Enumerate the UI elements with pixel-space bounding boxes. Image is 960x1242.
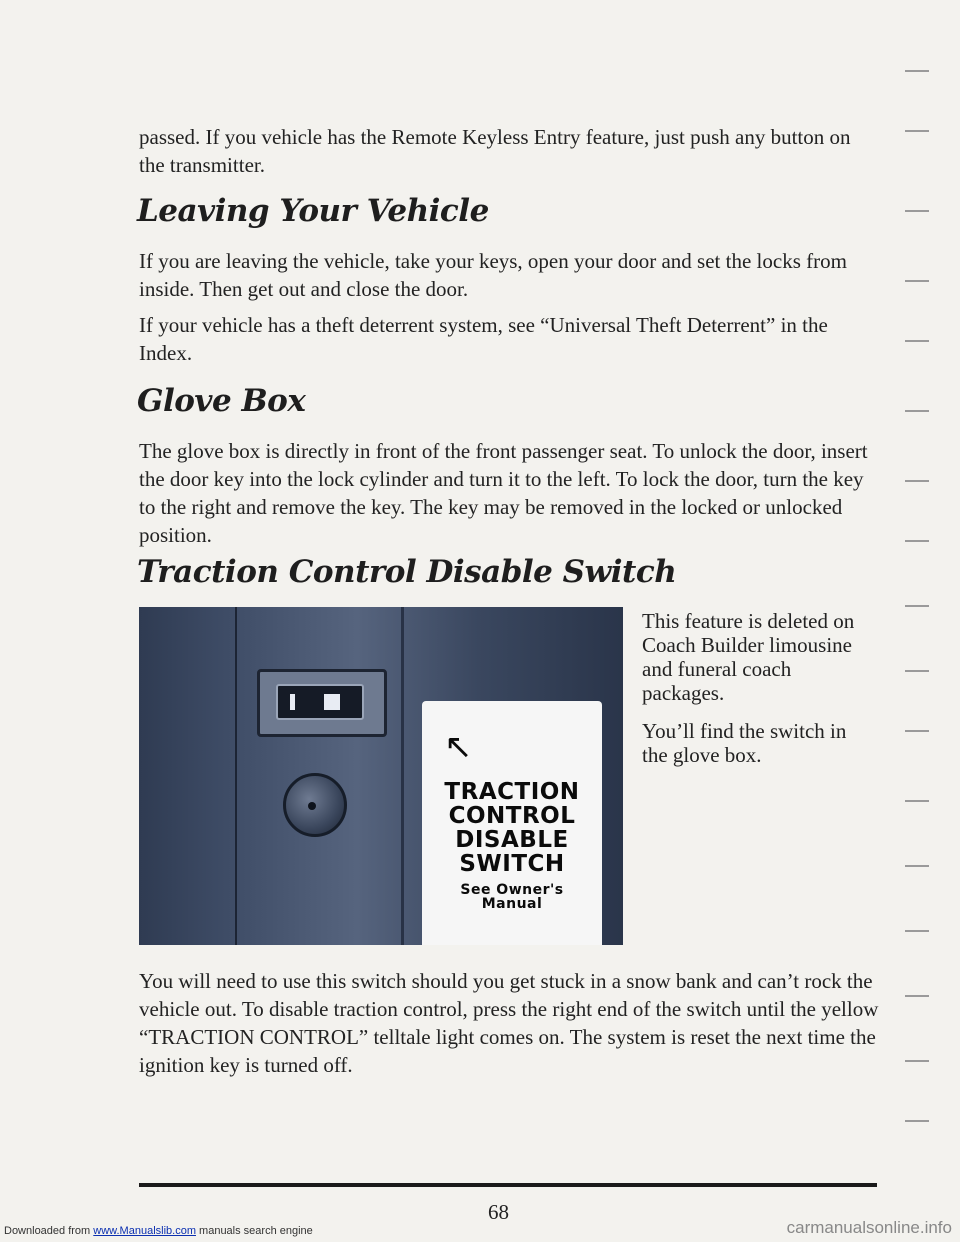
heading-glove-box: Glove Box (137, 383, 306, 419)
label-line: Manual (481, 896, 543, 912)
page-edge-marks (905, 60, 945, 1160)
arrow-up-left-icon: ↖ (444, 727, 473, 767)
label-line: CONTROL (448, 803, 576, 829)
footer-rule (139, 1183, 877, 1187)
label-line: See Owner's (460, 882, 564, 898)
heading-traction-control: Traction Control Disable Switch (137, 554, 677, 590)
label-line: DISABLE (455, 827, 569, 853)
glove-box-paragraph: The glove box is directly in front of the front passenger seat. To unlock the door, insert the door key into the lock cylinder and turn it to the left. To lock the door, turn the key to the right and remove the key. The key may be removed in the locked or unlocked position. (139, 439, 868, 547)
traction-paragraph: You will need to use this switch should you get stuck in a snow bank and can’t rock the vehicle out. To disable traction control, press the right end of the switch until the yellow “TRACTION CONTROL” telltale light comes on. The system is reset the next time the ignition key is turned off. (139, 969, 879, 1077)
lock-cylinder-knob (283, 773, 347, 837)
switch-housing (257, 669, 387, 737)
panel-seam (235, 607, 237, 945)
traction-side-paragraph-2: You’ll find the switch in the glove box. (642, 719, 847, 767)
label-line: SWITCH (459, 851, 565, 877)
footer-suffix: manuals search engine (195, 1225, 313, 1237)
heading-leaving-your-vehicle: Leaving Your Vehicle (137, 193, 489, 229)
switch-label-card (422, 701, 602, 945)
panel-seam (401, 607, 404, 945)
leaving-paragraph-2: If your vehicle has a theft deterrent system, see “Universal Theft Deterrent” in the Index. (139, 313, 828, 365)
footer-prefix: Downloaded from (4, 1225, 94, 1237)
watermark-site: carmanualsonline.info (786, 1218, 952, 1237)
page-number: 68 (488, 1200, 509, 1224)
leaving-paragraph-1: If you are leaving the vehicle, take your keys, open your door and set the locks from inside. Then get out and close the door. (139, 249, 847, 301)
manualslib-link[interactable]: www.Manualslib.com (93, 1225, 196, 1237)
traction-side-paragraph-1: This feature is deleted on Coach Builder limousine and funeral coach packages. (642, 609, 855, 705)
traction-switch-photo (139, 607, 623, 945)
download-source-footer (4, 1225, 313, 1237)
label-line: TRACTION (444, 779, 580, 805)
rocker-switch (276, 684, 364, 720)
intro-paragraph: passed. If you vehicle has the Remote Keyless Entry feature, just push any button on the transmitter. (139, 125, 851, 177)
